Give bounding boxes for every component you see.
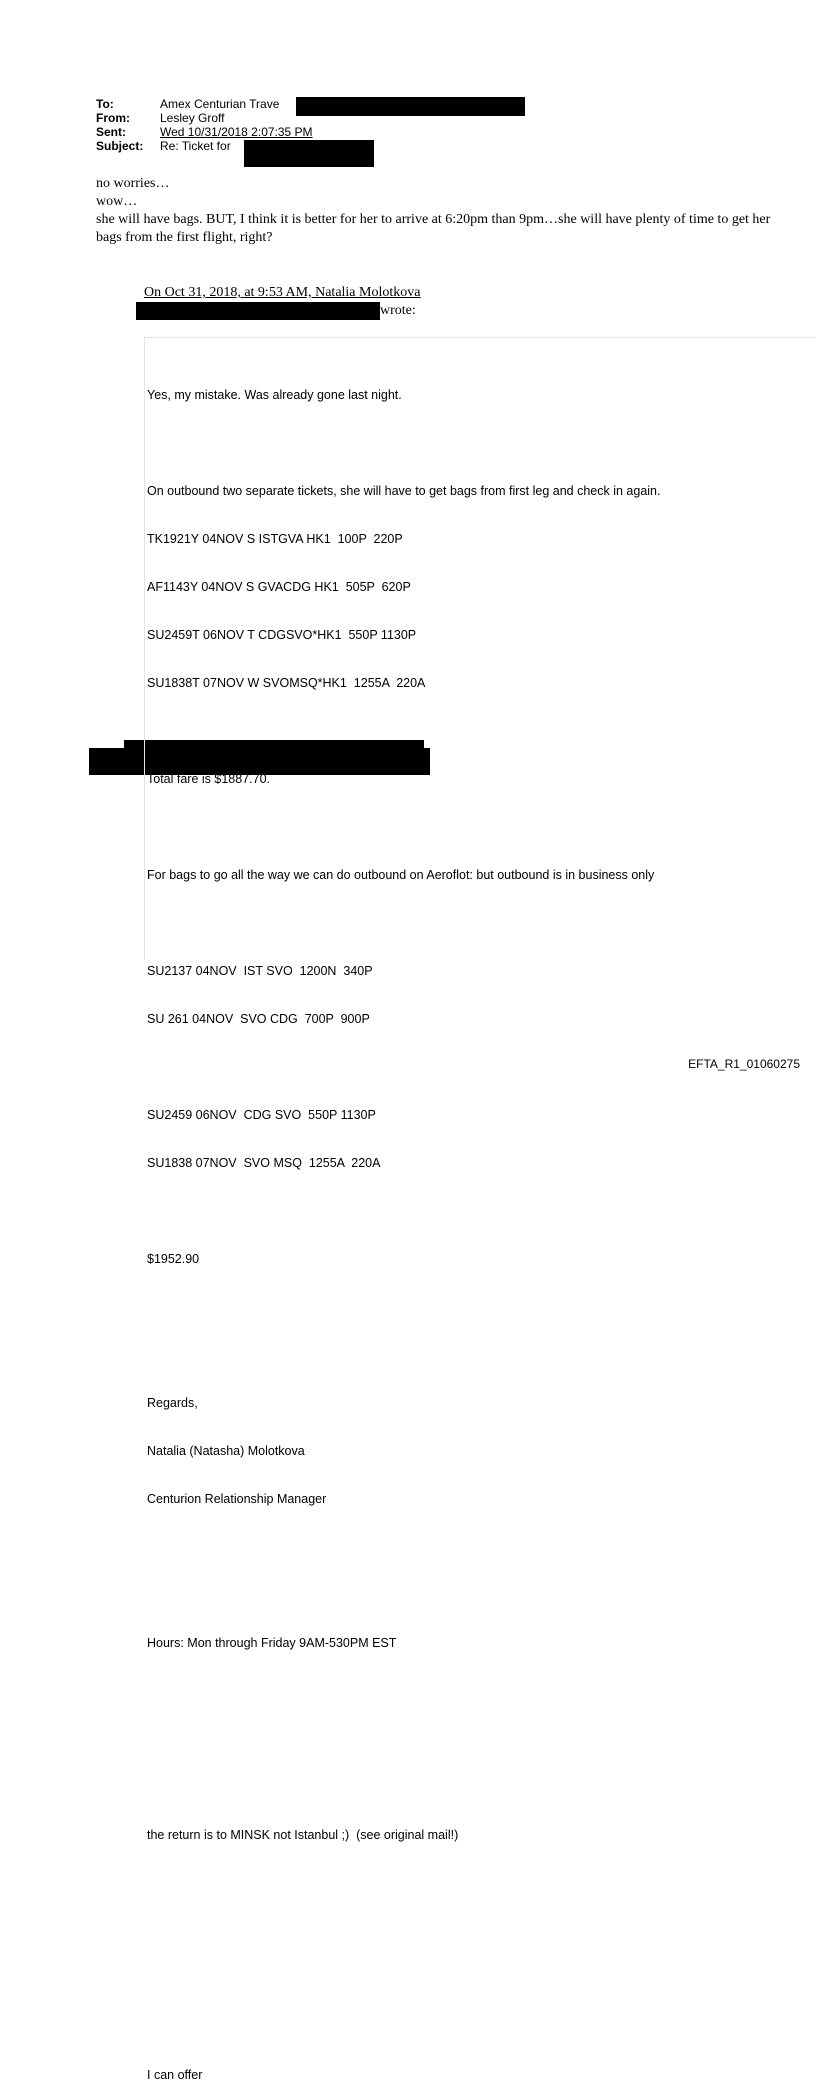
quoted-line	[147, 1731, 807, 1747]
from-value: Lesley Groff	[160, 111, 225, 125]
quoted-line	[147, 2019, 807, 2035]
quoted-line: SU2459T 06NOV T CDGSVO*HK1 550P 1130P	[147, 628, 417, 642]
quoted-line	[147, 1779, 807, 1795]
quote-bar	[144, 338, 145, 960]
reply-body	[96, 175, 796, 247]
quoted-line	[147, 1539, 807, 1555]
redaction-box-subject	[244, 140, 374, 167]
quoted-line: Hours: Mon through Friday 9AM-530PM EST	[147, 1636, 397, 1650]
quoted-line: SU1838T 07NOV W SVOMSQ*HK1 1255A 220A	[147, 676, 426, 690]
quoted-line	[147, 723, 807, 739]
quoted-line: For bags to go all the way we can do outbound on Aeroflot: but outbound is in business only	[147, 868, 655, 882]
sent-value: Wed 10/31/2018 2:07:35 PM	[160, 125, 313, 139]
quoted-line	[147, 1875, 807, 1891]
quoted-line: TK1921Y 04NOV S ISTGVA HK1 100P 220P	[147, 532, 403, 546]
reply-line: she will have bags. BUT, I think it is better for her to arrive at 6:20pm than 9pm…she will have plenty of time to get her bags from the first flight, right?	[96, 212, 771, 245]
quoted-line: the return is to MINSK not Istanbul ;) (see original mail!)	[147, 1828, 459, 1842]
quoted-line	[147, 1923, 807, 1939]
quoted-message	[147, 355, 807, 2099]
quoted-line	[147, 1587, 807, 1603]
sent-label: Sent:	[96, 125, 126, 139]
quote-divider	[144, 337, 816, 338]
quoted-line: Total fare is $1887.70.	[147, 772, 270, 786]
quoted-line: Centurion Relationship Manager	[147, 1492, 327, 1506]
quoted-line	[147, 1971, 807, 1987]
document-id: EFTA_R1_01060275	[688, 1057, 800, 1071]
quoted-line	[147, 819, 807, 835]
quoted-line	[147, 1203, 807, 1219]
from-label: From:	[96, 111, 130, 125]
quoted-line: Natalia (Natasha) Molotkova	[147, 1444, 305, 1458]
reply-line: no worries…	[96, 176, 170, 191]
quoted-line	[147, 1299, 807, 1315]
quoted-line: SU2459 06NOV CDG SVO 550P 1130P	[147, 1108, 376, 1122]
quoted-attribution-wrote: wrote:	[380, 303, 416, 318]
quoted-line: $1952.90	[147, 1252, 200, 1266]
to-label: To:	[96, 97, 114, 111]
quoted-line: Yes, my mistake. Was already gone last night.	[147, 388, 402, 402]
subject-label: Subject:	[96, 139, 144, 153]
quoted-line	[147, 435, 807, 451]
to-value: Amex Centurian Trave	[160, 97, 280, 111]
quoted-line: SU2137 04NOV IST SVO 1200N 340P	[147, 964, 373, 978]
from-row	[96, 111, 313, 125]
redaction-box-to	[296, 97, 525, 116]
sent-row	[96, 125, 313, 139]
quoted-line: AF1143Y 04NOV S GVACDG HK1 505P 620P	[147, 580, 411, 594]
quoted-line: SU 261 04NOV SVO CDG 700P 900P	[147, 1012, 370, 1026]
quoted-attribution	[144, 284, 744, 320]
quoted-line: SU1838 07NOV SVO MSQ 1255A 220A	[147, 1156, 381, 1170]
quoted-line	[147, 915, 807, 931]
quoted-line: I can offer	[147, 2068, 203, 2082]
quoted-line: On outbound two separate tickets, she will have to get bags from first leg and check in again.	[147, 484, 661, 498]
quoted-line	[147, 1683, 807, 1699]
to-row	[96, 97, 313, 111]
quoted-attribution-line: On Oct 31, 2018, at 9:53 AM, Natalia Molotkova	[144, 285, 421, 300]
quoted-line: Regards,	[147, 1396, 198, 1410]
reply-line: wow…	[96, 194, 138, 209]
quoted-line	[147, 1347, 807, 1363]
subject-value: Re: Ticket for	[160, 139, 231, 153]
